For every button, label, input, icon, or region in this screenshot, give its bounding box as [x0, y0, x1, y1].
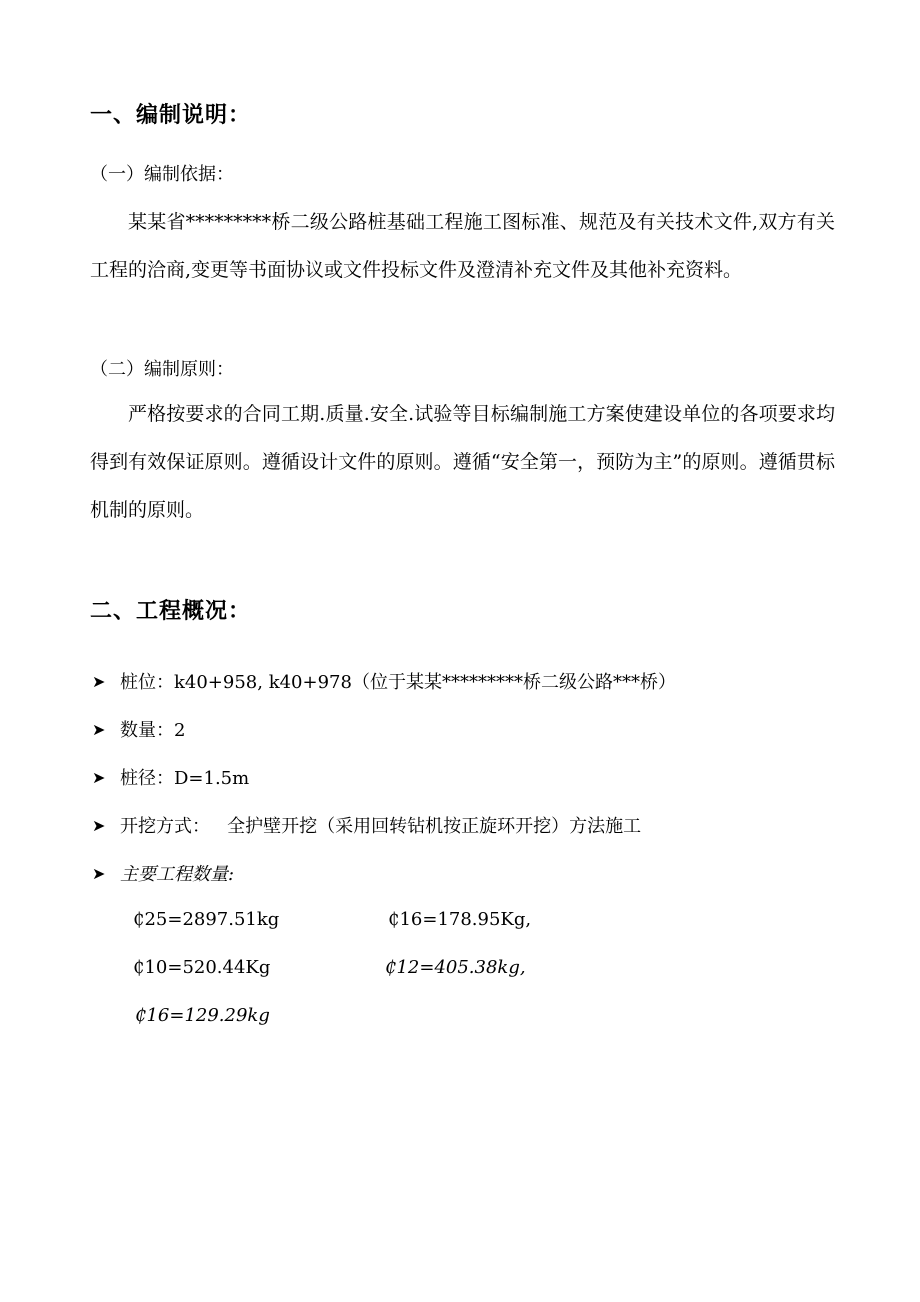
paragraph-principles: 严格按要求的合同工期.质量.安全.试验等目标编制施工方案使建设单位的各项要求均得到有效保证原则。遵循设计文件的原则。遵循“安全第一，预防为主”的原则。遵循贯标机制的原则。 [90, 403, 835, 521]
bullet-main-quantities [92, 860, 234, 886]
bullet-pile-diameter [92, 764, 249, 790]
paragraph-basis: 某某省*********桥二级公路桩基础工程施工图标准、规范及有关技术文件,双方有关工程的洽商,变更等书面协议或文件投标文件及澄清补充文件及其他补充资料。 [90, 211, 835, 281]
quantity-item: ₵10=520.44Kg [133, 957, 271, 978]
subsection-basis: （一）编制依据： [90, 164, 234, 185]
bullet-text: 桩径：D=1.5m [120, 768, 250, 789]
arrow-bullet-icon: ➤ [92, 719, 106, 739]
bullet-pile-position [92, 668, 676, 694]
subsection-principles: （二）编制原则： [90, 359, 234, 380]
bullet-text: 主要工程数量: [120, 864, 235, 885]
quantity-item: ₵16=178.95Kg, [388, 909, 532, 930]
arrow-bullet-icon: ➤ [92, 815, 106, 835]
bullet-quantity [92, 716, 185, 742]
section-2-heading: 二、工程概况： [90, 599, 252, 624]
arrow-bullet-icon: ➤ [92, 671, 106, 691]
section-1-heading: 一、编制说明： [90, 103, 252, 128]
quantity-item: ₵12=405.38kg, [385, 957, 526, 978]
arrow-bullet-icon: ➤ [92, 767, 106, 787]
quantity-item: ₵16=129.29kg [135, 1005, 270, 1026]
quantity-item: ₵25=2897.51kg [133, 909, 280, 930]
arrow-bullet-icon: ➤ [92, 863, 106, 883]
bullet-text: 开挖方式： 全护壁开挖（采用回转钻机按正旋环开挖）方法施工 [120, 816, 642, 837]
bullet-text: 桩位：k40+958, k40+978（位于某某*********桥二级公路***桥） [120, 672, 676, 693]
bullet-excavation-method [92, 812, 641, 838]
bullet-text: 数量：2 [120, 720, 186, 741]
